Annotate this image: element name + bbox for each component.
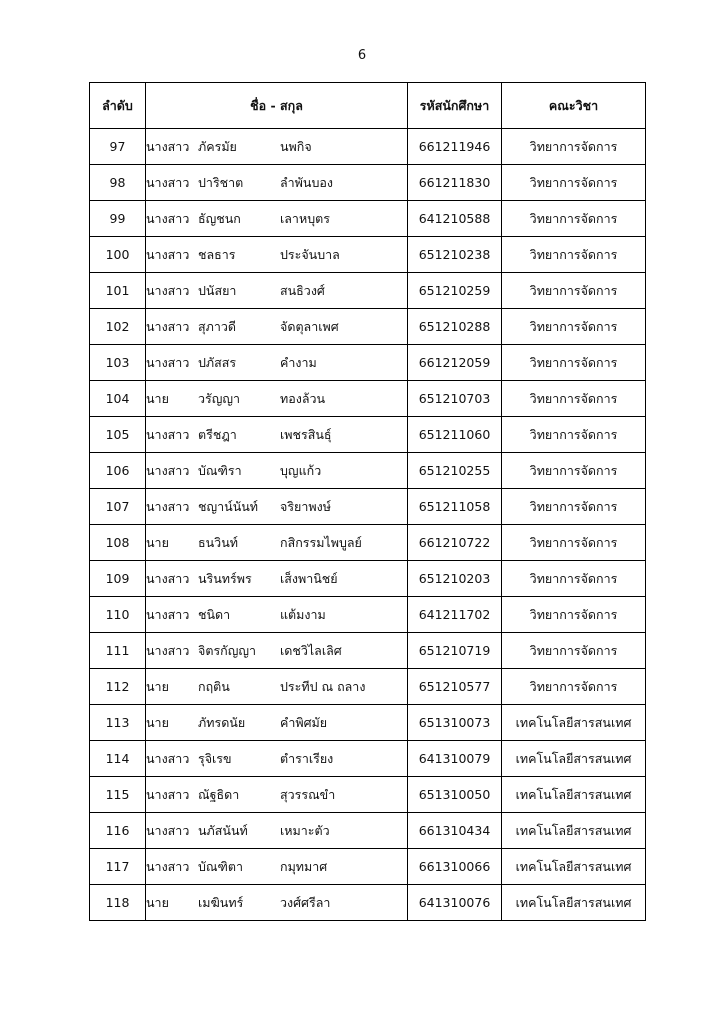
first-name: ภัทรดนัย [198, 714, 246, 730]
header-no: ลำดับ [90, 83, 146, 129]
first-name: เมฆินทร์ [198, 894, 244, 910]
table-row [90, 849, 646, 885]
first-name: ปนัสยา [198, 282, 237, 298]
student-id: 641310079 [408, 741, 502, 777]
student-id: 651210259 [408, 273, 502, 309]
faculty: วิทยาการจัดการ [502, 633, 646, 669]
faculty: เทคโนโลยีสารสนเทศ [502, 849, 646, 885]
last-name: เส็งพานิชย์ [280, 570, 338, 586]
row-number: 100 [90, 237, 146, 273]
table-row [90, 381, 646, 417]
last-name: ทองล้วน [280, 390, 326, 406]
row-number: 110 [90, 597, 146, 633]
student-id: 661212059 [408, 345, 502, 381]
name-prefix: นางสาว [146, 462, 190, 478]
first-name: ชนิดา [198, 606, 231, 622]
name-prefix: นางสาว [146, 786, 190, 802]
faculty: วิทยาการจัดการ [502, 165, 646, 201]
last-name: กมุทมาศ [280, 858, 328, 874]
faculty: เทคโนโลยีสารสนเทศ [502, 705, 646, 741]
name-prefix: นาย [146, 534, 169, 550]
student-id: 651210719 [408, 633, 502, 669]
last-name: ลำพันบอง [280, 174, 334, 190]
table-row [90, 561, 646, 597]
table-row [90, 309, 646, 345]
faculty: วิทยาการจัดการ [502, 561, 646, 597]
student-name-cell [146, 165, 408, 201]
first-name: ณัฐธิดา [198, 786, 240, 802]
faculty: เทคโนโลยีสารสนเทศ [502, 777, 646, 813]
row-number: 105 [90, 417, 146, 453]
name-prefix: นางสาว [146, 174, 190, 190]
table-row [90, 273, 646, 309]
student-name-cell [146, 597, 408, 633]
name-prefix: นางสาว [146, 318, 190, 334]
row-number: 111 [90, 633, 146, 669]
row-number: 113 [90, 705, 146, 741]
row-number: 116 [90, 813, 146, 849]
last-name: เพชรสินธุ์ [280, 426, 332, 442]
row-number: 99 [90, 201, 146, 237]
last-name: คำพิศมัย [280, 714, 328, 730]
name-prefix: นางสาว [146, 606, 190, 622]
table-row [90, 669, 646, 705]
last-name: สุวรรณขำ [280, 786, 336, 802]
name-prefix: นางสาว [146, 822, 190, 838]
student-name-cell [146, 525, 408, 561]
faculty: วิทยาการจัดการ [502, 525, 646, 561]
last-name: ประทีป ณ ถลาง [280, 678, 366, 694]
table-row [90, 201, 646, 237]
student-id: 651210238 [408, 237, 502, 273]
first-name: ธัญชนก [198, 210, 241, 226]
name-prefix: นางสาว [146, 570, 190, 586]
faculty: วิทยาการจัดการ [502, 309, 646, 345]
page-number: 6 [357, 48, 367, 63]
student-name-cell [146, 201, 408, 237]
name-prefix: นางสาว [146, 246, 190, 262]
table-row [90, 525, 646, 561]
student-name-cell [146, 345, 408, 381]
last-name: คำงาม [280, 354, 317, 370]
faculty: เทคโนโลยีสารสนเทศ [502, 741, 646, 777]
last-name: เหมาะตัว [280, 822, 330, 838]
student-id: 651210703 [408, 381, 502, 417]
student-name-cell [146, 669, 408, 705]
table-row [90, 453, 646, 489]
row-number: 118 [90, 885, 146, 921]
first-name: ธนวินท์ [198, 534, 238, 550]
student-id: 651210577 [408, 669, 502, 705]
student-roster-table [89, 82, 646, 921]
last-name: จริยาพงษ์ [280, 498, 331, 514]
student-name-cell [146, 237, 408, 273]
table-row [90, 417, 646, 453]
row-number: 104 [90, 381, 146, 417]
faculty: วิทยาการจัดการ [502, 597, 646, 633]
first-name: บัณฑิตา [198, 858, 244, 874]
name-prefix: นางสาว [146, 858, 190, 874]
last-name: บุญแก้ว [280, 462, 322, 478]
student-id: 641310076 [408, 885, 502, 921]
name-prefix: นางสาว [146, 642, 190, 658]
name-prefix: นางสาว [146, 354, 190, 370]
student-name-cell [146, 489, 408, 525]
student-name-cell [146, 561, 408, 597]
faculty: วิทยาการจัดการ [502, 669, 646, 705]
table-row [90, 597, 646, 633]
student-id: 661211946 [408, 129, 502, 165]
student-id: 651210288 [408, 309, 502, 345]
student-name-cell [146, 813, 408, 849]
first-name: ปภัสสร [198, 354, 237, 370]
row-number: 117 [90, 849, 146, 885]
faculty: วิทยาการจัดการ [502, 345, 646, 381]
student-name-cell [146, 849, 408, 885]
row-number: 112 [90, 669, 146, 705]
faculty: วิทยาการจัดการ [502, 273, 646, 309]
student-name-cell [146, 777, 408, 813]
first-name: ตรีชฎา [198, 426, 237, 442]
student-id: 651210203 [408, 561, 502, 597]
name-prefix: นาย [146, 714, 169, 730]
row-number: 106 [90, 453, 146, 489]
student-name-cell [146, 885, 408, 921]
first-name: รุจิเรข [198, 750, 232, 766]
student-id: 661310434 [408, 813, 502, 849]
faculty: วิทยาการจัดการ [502, 201, 646, 237]
last-name: วงศ์ศรีลา [280, 894, 331, 910]
last-name: จัดตุลาเพศ [280, 318, 339, 334]
student-id: 641211702 [408, 597, 502, 633]
name-prefix: นางสาว [146, 498, 190, 514]
table-row [90, 705, 646, 741]
row-number: 98 [90, 165, 146, 201]
row-number: 103 [90, 345, 146, 381]
student-id: 651310073 [408, 705, 502, 741]
faculty: วิทยาการจัดการ [502, 417, 646, 453]
table-row [90, 129, 646, 165]
row-number: 101 [90, 273, 146, 309]
student-id: 661211830 [408, 165, 502, 201]
name-prefix: นางสาว [146, 426, 190, 442]
first-name: จิตรกัญญา [198, 642, 257, 658]
table-body [90, 129, 646, 921]
student-id: 651310050 [408, 777, 502, 813]
name-prefix: นาย [146, 894, 169, 910]
student-id: 661310066 [408, 849, 502, 885]
student-id: 651211058 [408, 489, 502, 525]
faculty: วิทยาการจัดการ [502, 237, 646, 273]
first-name: ปาริชาต [198, 174, 244, 190]
student-name-cell [146, 129, 408, 165]
table-row [90, 777, 646, 813]
last-name: นพกิจ [280, 138, 312, 154]
faculty: วิทยาการจัดการ [502, 453, 646, 489]
row-number: 97 [90, 129, 146, 165]
faculty: วิทยาการจัดการ [502, 129, 646, 165]
last-name: ตำราเรียง [280, 750, 334, 766]
row-number: 108 [90, 525, 146, 561]
first-name: ชลธาร [198, 246, 236, 262]
faculty: วิทยาการจัดการ [502, 489, 646, 525]
table-row [90, 813, 646, 849]
student-name-cell [146, 381, 408, 417]
header-row [90, 83, 646, 129]
table-row [90, 165, 646, 201]
faculty: เทคโนโลยีสารสนเทศ [502, 813, 646, 849]
faculty: เทคโนโลยีสารสนเทศ [502, 885, 646, 921]
student-name-cell [146, 273, 408, 309]
table-row [90, 489, 646, 525]
name-prefix: นางสาว [146, 138, 190, 154]
first-name: นรินทร์พร [198, 570, 252, 586]
student-id: 641210588 [408, 201, 502, 237]
row-number: 114 [90, 741, 146, 777]
name-prefix: นาย [146, 390, 169, 406]
table-row [90, 885, 646, 921]
student-name-cell [146, 309, 408, 345]
header-student-id: รหัสนักศึกษา [408, 83, 502, 129]
row-number: 109 [90, 561, 146, 597]
table-row [90, 237, 646, 273]
student-id: 651211060 [408, 417, 502, 453]
last-name: เลาหบุตร [280, 210, 330, 226]
header-name: ชื่อ - สกุล [146, 83, 408, 129]
student-id: 651210255 [408, 453, 502, 489]
student-name-cell [146, 453, 408, 489]
last-name: เดชวิไลเลิศ [280, 642, 342, 658]
first-name: ภัครมัย [198, 138, 237, 154]
student-name-cell [146, 741, 408, 777]
row-number: 102 [90, 309, 146, 345]
last-name: กสิกรรมไพบูลย์ [280, 534, 362, 550]
first-name: วรัญญา [198, 390, 241, 406]
row-number: 107 [90, 489, 146, 525]
row-number: 115 [90, 777, 146, 813]
table-row [90, 633, 646, 669]
name-prefix: นาย [146, 678, 169, 694]
first-name: นภัสนันท์ [198, 822, 248, 838]
name-prefix: นางสาว [146, 750, 190, 766]
first-name: สุภาวดี [198, 318, 237, 334]
faculty: วิทยาการจัดการ [502, 381, 646, 417]
name-prefix: นางสาว [146, 210, 190, 226]
last-name: สนธิวงศ์ [280, 282, 325, 298]
last-name: แต้มงาม [280, 606, 326, 622]
first-name: บัณฑิรา [198, 462, 242, 478]
first-name: ชญาน์นันท์ [198, 498, 259, 514]
student-id: 661210722 [408, 525, 502, 561]
student-name-cell [146, 633, 408, 669]
student-name-cell [146, 417, 408, 453]
name-prefix: นางสาว [146, 282, 190, 298]
student-name-cell [146, 705, 408, 741]
table-row [90, 345, 646, 381]
first-name: กฤติน [198, 678, 230, 694]
last-name: ประจันบาล [280, 246, 340, 262]
table-header [90, 83, 646, 129]
table-row [90, 741, 646, 777]
header-faculty: คณะวิชา [502, 83, 646, 129]
